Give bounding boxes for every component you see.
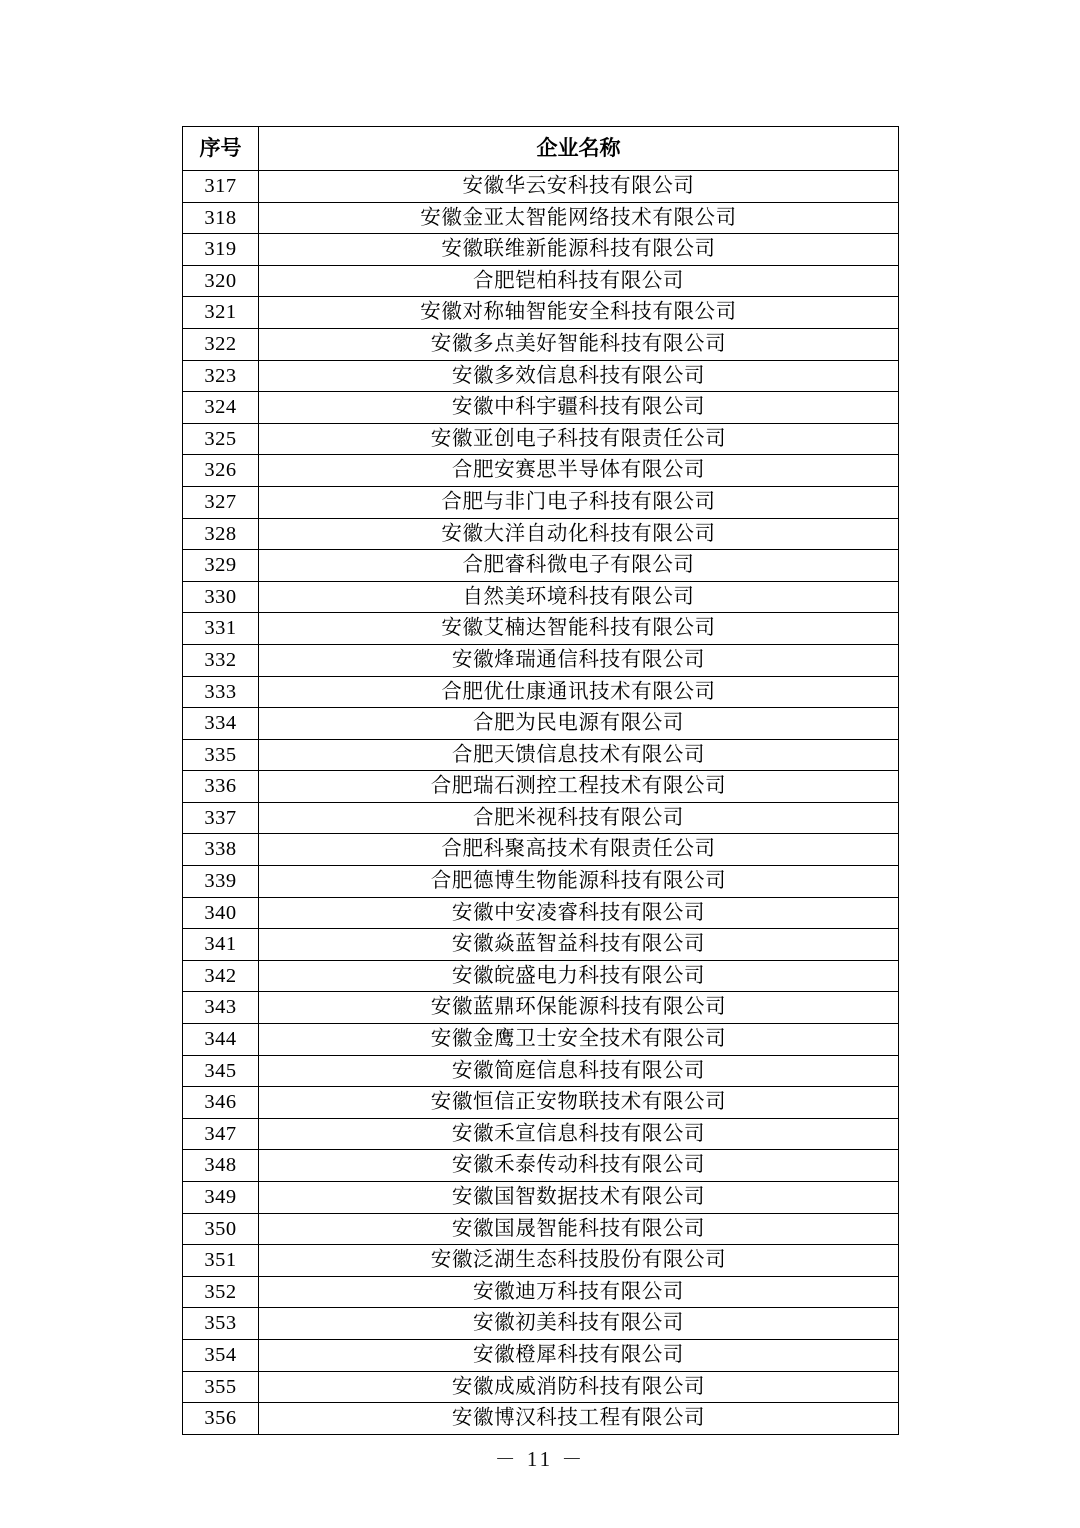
table-row (183, 1276, 899, 1308)
cell-enterprise-name: 合肥天馈信息技术有限公司 (259, 739, 899, 771)
cell-enterprise-name: 安徽成威消防科技有限公司 (259, 1371, 899, 1403)
table-row (183, 486, 899, 518)
table-row (183, 1182, 899, 1214)
column-header-enterprise-name: 企业名称 (259, 127, 899, 171)
cell-enterprise-name: 合肥科聚高技术有限责任公司 (259, 834, 899, 866)
table-row (183, 1308, 899, 1340)
table-row (183, 1118, 899, 1150)
cell-enterprise-name: 安徽多效信息科技有限公司 (259, 360, 899, 392)
cell-index: 318 (183, 202, 259, 234)
cell-enterprise-name: 安徽国晟智能科技有限公司 (259, 1213, 899, 1245)
cell-enterprise-name: 合肥安赛思半导体有限公司 (259, 455, 899, 487)
cell-enterprise-name: 合肥与非门电子科技有限公司 (259, 486, 899, 518)
table-row (183, 202, 899, 234)
cell-enterprise-name: 安徽烽瑞通信科技有限公司 (259, 644, 899, 676)
cell-enterprise-name: 安徽大洋自动化科技有限公司 (259, 518, 899, 550)
cell-enterprise-name: 安徽中科宇疆科技有限公司 (259, 392, 899, 424)
cell-index: 349 (183, 1182, 259, 1214)
cell-enterprise-name: 安徽皖盛电力科技有限公司 (259, 960, 899, 992)
table-row (183, 234, 899, 266)
table-row (183, 1339, 899, 1371)
cell-index: 342 (183, 960, 259, 992)
cell-index: 322 (183, 328, 259, 360)
cell-index: 320 (183, 265, 259, 297)
table-row (183, 1024, 899, 1056)
cell-index: 321 (183, 297, 259, 329)
cell-index: 324 (183, 392, 259, 424)
cell-index: 317 (183, 171, 259, 203)
table-row (183, 739, 899, 771)
cell-index: 328 (183, 518, 259, 550)
cell-index: 330 (183, 581, 259, 613)
cell-index: 348 (183, 1150, 259, 1182)
table-row (183, 613, 899, 645)
table-row (183, 897, 899, 929)
cell-index: 329 (183, 550, 259, 582)
table-row (183, 360, 899, 392)
table-row (183, 960, 899, 992)
table-row (183, 1403, 899, 1435)
cell-enterprise-name: 合肥睿科微电子有限公司 (259, 550, 899, 582)
cell-enterprise-name: 合肥优仕康通讯技术有限公司 (259, 676, 899, 708)
cell-enterprise-name: 合肥瑞石测控工程技术有限公司 (259, 771, 899, 803)
cell-index: 355 (183, 1371, 259, 1403)
table-row (183, 802, 899, 834)
table-row (183, 1150, 899, 1182)
cell-index: 351 (183, 1245, 259, 1277)
cell-index: 347 (183, 1118, 259, 1150)
table-row (183, 171, 899, 203)
table-row (183, 581, 899, 613)
cell-index: 353 (183, 1308, 259, 1340)
cell-enterprise-name: 安徽艾楠达智能科技有限公司 (259, 613, 899, 645)
cell-index: 346 (183, 1087, 259, 1119)
cell-index: 354 (183, 1339, 259, 1371)
cell-enterprise-name: 合肥铠柏科技有限公司 (259, 265, 899, 297)
table-row (183, 1087, 899, 1119)
cell-index: 327 (183, 486, 259, 518)
cell-enterprise-name: 安徽华云安科技有限公司 (259, 171, 899, 203)
cell-enterprise-name: 安徽多点美好智能科技有限公司 (259, 328, 899, 360)
cell-enterprise-name: 安徽初美科技有限公司 (259, 1308, 899, 1340)
table-row (183, 866, 899, 898)
table-header (183, 127, 899, 171)
cell-enterprise-name: 安徽迪万科技有限公司 (259, 1276, 899, 1308)
cell-index: 344 (183, 1024, 259, 1056)
table-body (183, 171, 899, 1435)
cell-index: 345 (183, 1055, 259, 1087)
cell-index: 343 (183, 992, 259, 1024)
cell-index: 331 (183, 613, 259, 645)
cell-enterprise-name: 合肥为民电源有限公司 (259, 708, 899, 740)
cell-index: 325 (183, 423, 259, 455)
table-row (183, 455, 899, 487)
cell-enterprise-name: 安徽中安凌睿科技有限公司 (259, 897, 899, 929)
cell-enterprise-name: 安徽对称轴智能安全科技有限公司 (259, 297, 899, 329)
cell-enterprise-name: 安徽焱蓝智益科技有限公司 (259, 929, 899, 961)
enterprise-listing-table (182, 126, 899, 1435)
cell-enterprise-name: 合肥米视科技有限公司 (259, 802, 899, 834)
cell-index: 350 (183, 1213, 259, 1245)
table-row (183, 392, 899, 424)
table-row (183, 423, 899, 455)
table-header-row (183, 127, 899, 171)
table-row (183, 771, 899, 803)
table-row (183, 265, 899, 297)
cell-index: 336 (183, 771, 259, 803)
cell-index: 338 (183, 834, 259, 866)
cell-enterprise-name: 安徽蓝鼎环保能源科技有限公司 (259, 992, 899, 1024)
cell-enterprise-name: 安徽禾泰传动科技有限公司 (259, 1150, 899, 1182)
cell-enterprise-name: 安徽简庭信息科技有限公司 (259, 1055, 899, 1087)
table-row (183, 676, 899, 708)
table-row (183, 929, 899, 961)
cell-enterprise-name: 安徽金亚太智能网络技术有限公司 (259, 202, 899, 234)
table-row (183, 834, 899, 866)
cell-enterprise-name: 安徽禾宣信息科技有限公司 (259, 1118, 899, 1150)
table-row (183, 1213, 899, 1245)
cell-index: 356 (183, 1403, 259, 1435)
table-row (183, 644, 899, 676)
cell-index: 323 (183, 360, 259, 392)
cell-enterprise-name: 安徽亚创电子科技有限责任公司 (259, 423, 899, 455)
cell-index: 326 (183, 455, 259, 487)
table-row (183, 328, 899, 360)
cell-enterprise-name: 安徽博汉科技工程有限公司 (259, 1403, 899, 1435)
cell-enterprise-name: 安徽联维新能源科技有限公司 (259, 234, 899, 266)
enterprise-listing-table-container (182, 126, 898, 1435)
cell-index: 341 (183, 929, 259, 961)
cell-index: 340 (183, 897, 259, 929)
cell-index: 332 (183, 644, 259, 676)
table-row (183, 1055, 899, 1087)
cell-enterprise-name: 安徽金鹰卫士安全技术有限公司 (259, 1024, 899, 1056)
page-number-footer: － 11 － (494, 1447, 586, 1471)
cell-index: 319 (183, 234, 259, 266)
cell-enterprise-name: 安徽国智数据技术有限公司 (259, 1182, 899, 1214)
cell-index: 352 (183, 1276, 259, 1308)
table-row (183, 992, 899, 1024)
cell-enterprise-name: 自然美环境科技有限公司 (259, 581, 899, 613)
table-row (183, 518, 899, 550)
cell-index: 337 (183, 802, 259, 834)
table-row (183, 297, 899, 329)
column-header-index: 序号 (183, 127, 259, 171)
table-row (183, 1371, 899, 1403)
cell-index: 333 (183, 676, 259, 708)
cell-enterprise-name: 安徽泛湖生态科技股份有限公司 (259, 1245, 899, 1277)
cell-index: 334 (183, 708, 259, 740)
cell-index: 339 (183, 866, 259, 898)
table-row (183, 550, 899, 582)
cell-enterprise-name: 安徽恒信正安物联技术有限公司 (259, 1087, 899, 1119)
table-row (183, 1245, 899, 1277)
cell-enterprise-name: 合肥德博生物能源科技有限公司 (259, 866, 899, 898)
cell-enterprise-name: 安徽橙犀科技有限公司 (259, 1339, 899, 1371)
table-row (183, 708, 899, 740)
cell-index: 335 (183, 739, 259, 771)
